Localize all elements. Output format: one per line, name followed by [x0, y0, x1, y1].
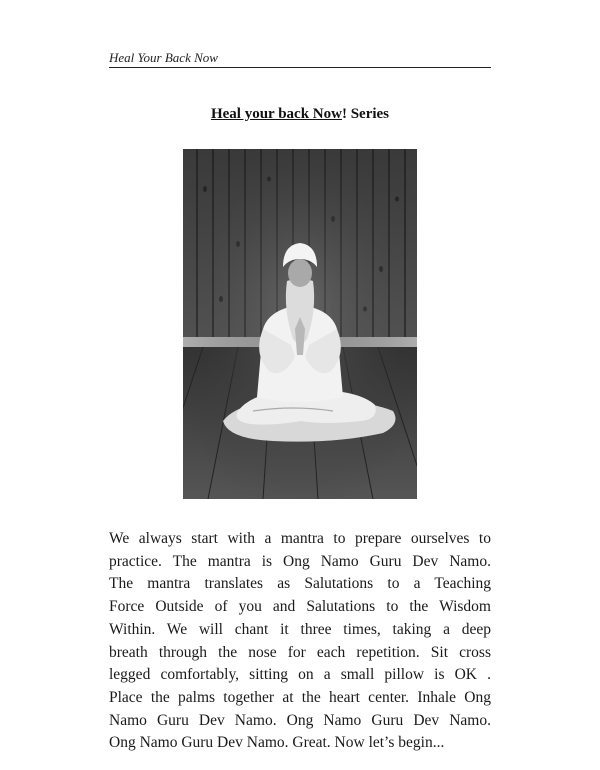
paragraph-line: legged comfortably, sitting on a small pillow is OK .: [109, 666, 491, 684]
paragraph-line: We always start with a mantra to prepare ourselves to: [109, 530, 491, 547]
page-title-underlined: Heal your back Now: [210, 106, 342, 122]
meditation-photo: [183, 149, 417, 499]
paragraph-line: Within. We will chant it three times, taking a deep: [109, 620, 491, 638]
paragraph-line: Ong Namo Guru Dev Namo. Great. Now let’s begin...: [109, 734, 445, 752]
paragraph-line: Namo Guru Dev Namo. Ong Namo Guru Dev Namo.: [109, 711, 491, 729]
paragraph-line: Force Outside of you and Salutations to the Wisdom: [109, 598, 491, 616]
running-header-title: Heal Your Back Now: [109, 50, 218, 65]
paragraph-line: The mantra translates as Salutations to a Teaching: [109, 575, 491, 593]
page-title-rest: ! Series: [341, 106, 390, 122]
page-title: [0, 106, 600, 123]
running-header: [109, 50, 491, 68]
paragraph-line: practice. The mantra is Ong Namo Guru Dev Namo.: [109, 552, 491, 570]
paragraph-line: breath through the nose for each repetition. Sit cross: [109, 643, 491, 661]
paragraph-line: Place the palms together at the heart center. Inhale Ong: [109, 688, 491, 706]
intro-paragraph: [109, 528, 491, 755]
